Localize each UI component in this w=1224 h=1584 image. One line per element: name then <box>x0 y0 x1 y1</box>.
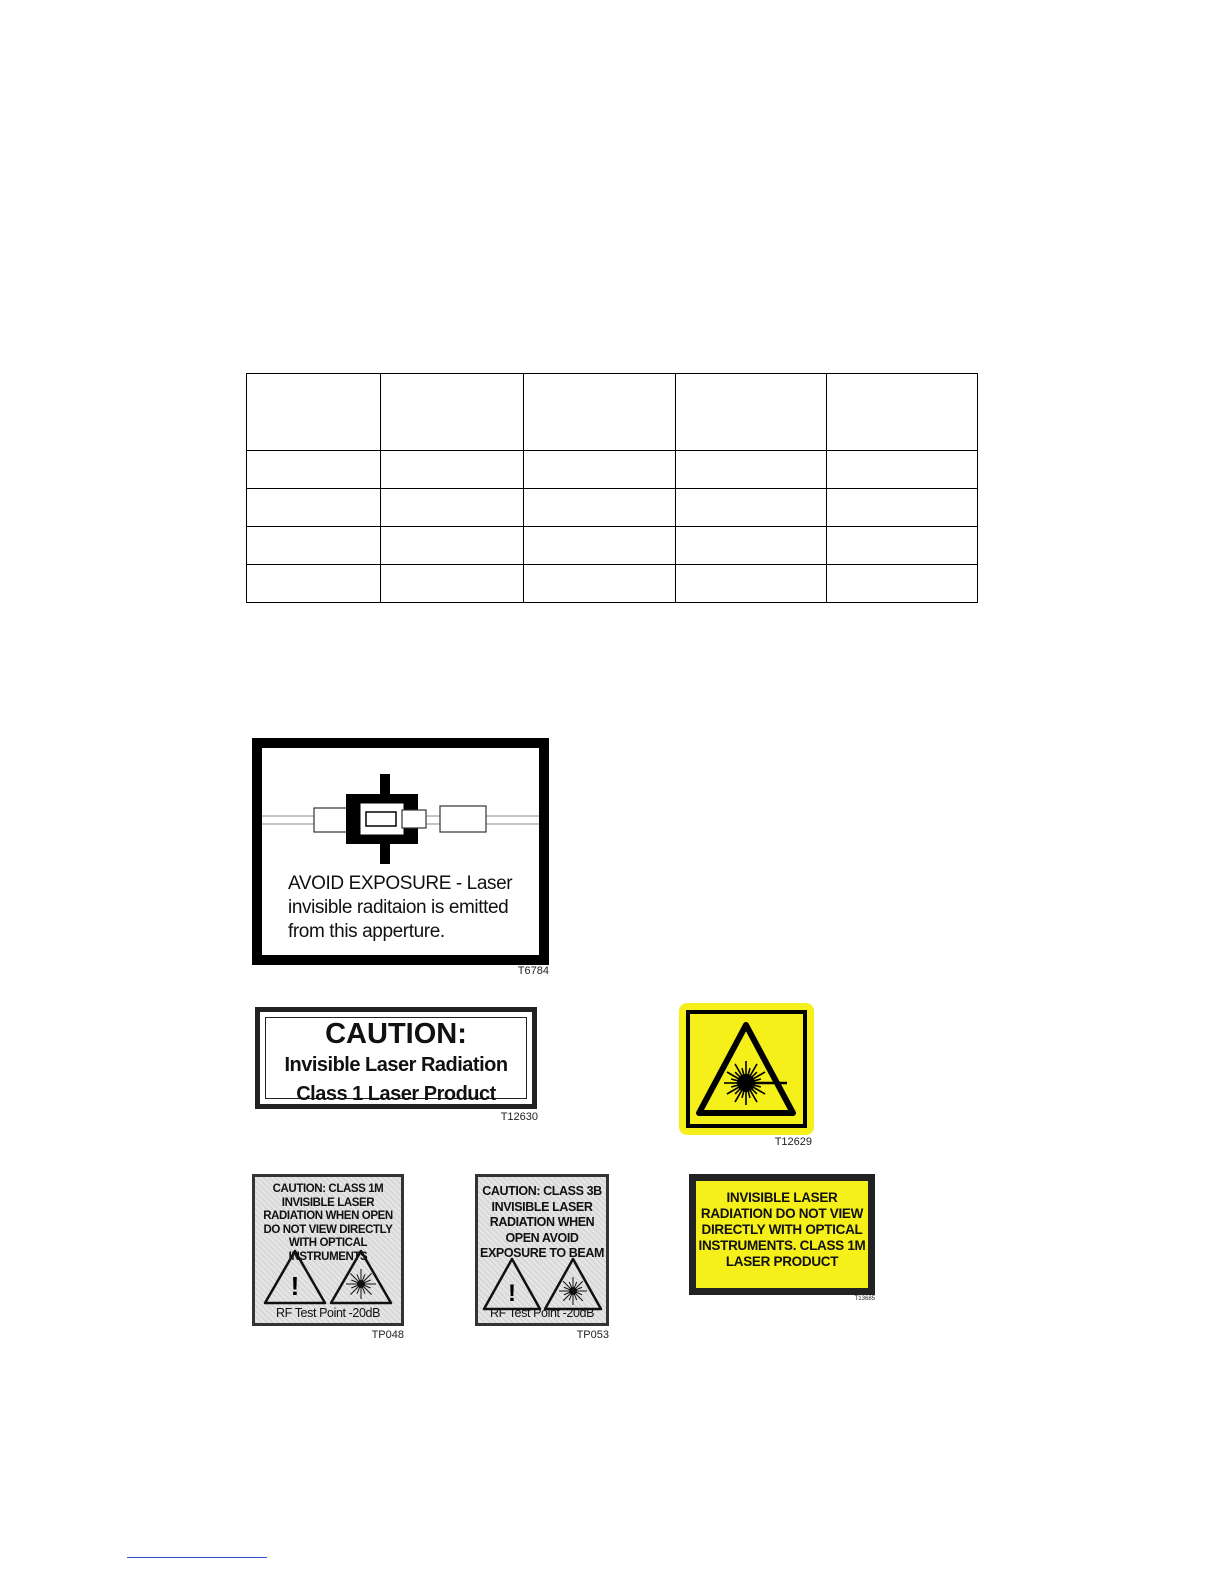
label-code: T6784 <box>517 965 549 977</box>
caution-line: Invisible Laser Radiation <box>284 1054 508 1076</box>
table-cell <box>247 451 381 489</box>
table-cell <box>247 565 381 603</box>
caution-class1-label <box>255 1007 537 1109</box>
table-cell <box>827 565 978 603</box>
table-row <box>247 565 978 603</box>
aperture-warning-text: AVOID EXPOSURE - Laser invisible raditaion is emitted from this apperture. <box>288 873 513 942</box>
table-cell <box>381 451 524 489</box>
table-cell <box>827 489 978 527</box>
table-cell <box>524 565 676 603</box>
table-cell <box>676 489 827 527</box>
table-row <box>247 489 978 527</box>
label-code: T13685 <box>854 1296 875 1302</box>
table-cell <box>247 489 381 527</box>
table-cell <box>524 489 676 527</box>
warning-triangles-icon <box>255 1177 401 1323</box>
class3b-caution-text: CAUTION: CLASS 3B INVISIBLE LASER RADIATION WHEN OPEN AVOID EXPOSURE TO BEAM <box>480 1184 604 1260</box>
footnote-rule <box>127 1557 267 1558</box>
table-cell <box>381 565 524 603</box>
empty-grid-table <box>246 373 978 603</box>
table-cell <box>676 565 827 603</box>
table-cell <box>524 374 676 451</box>
table-cell <box>381 527 524 565</box>
label-code: T12630 <box>500 1111 538 1123</box>
aperture-warning-label <box>252 738 549 965</box>
svg-text:!: ! <box>290 1271 300 1301</box>
label-code: TP048 <box>371 1329 404 1341</box>
class1m-caution-text: CAUTION: CLASS 1M INVISIBLE LASER RADIATION WHEN OPEN DO NOT VIEW DIRECTLY WITH OPTICAL INSTRUMENTS <box>263 1183 393 1263</box>
table-cell <box>676 527 827 565</box>
table-cell <box>247 374 381 451</box>
table-cell <box>827 374 978 451</box>
caution-title: CAUTION: <box>325 1018 467 1050</box>
table-row <box>247 527 978 565</box>
table-cell <box>381 374 524 451</box>
caution-line: Class 1 Laser Product <box>296 1083 496 1105</box>
svg-text:!: ! <box>508 1280 516 1307</box>
class1m-laser-product-text: INVISIBLE LASER RADIATION DO NOT VIEW DIRECTLY WITH OPTICAL INSTRUMENTS. CLASS 1M LASER PRODUCT <box>698 1190 866 1269</box>
laser-symbol-label <box>679 1003 814 1135</box>
rf-test-point-text: RF Test Point -20dB <box>489 1306 595 1320</box>
rf-test-point-text: RF Test Point -20dB <box>275 1306 381 1320</box>
table-cell <box>524 451 676 489</box>
table-cell <box>247 527 381 565</box>
warning-triangles-icon <box>478 1177 606 1323</box>
label-code: T12629 <box>774 1136 812 1148</box>
table-cell <box>676 374 827 451</box>
class3b-caution-label <box>475 1174 609 1326</box>
class1m-laser-product-label <box>689 1174 875 1295</box>
table-cell <box>381 489 524 527</box>
table-cell <box>676 451 827 489</box>
table-cell <box>827 451 978 489</box>
table-row <box>247 451 978 489</box>
table-cell <box>524 527 676 565</box>
class1m-caution-label <box>252 1174 404 1326</box>
table-header-row <box>247 374 978 451</box>
laser-warning-icon <box>679 1003 814 1135</box>
table-cell <box>827 527 978 565</box>
label-code: TP053 <box>576 1329 609 1341</box>
